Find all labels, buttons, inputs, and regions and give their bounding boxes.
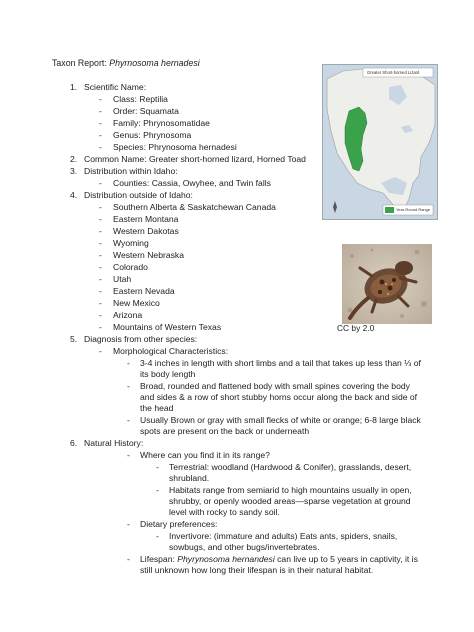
bullet-dash: - (99, 262, 102, 272)
bullet-dash: - (99, 214, 102, 224)
section-number: 6. (70, 438, 78, 448)
report-title (52, 58, 200, 69)
lifespan-line (140, 554, 418, 565)
list-item: Southern Alberta & Saskatchewan Canada (113, 202, 276, 212)
list-item-line: sowbugs, and other bugs/invertebrates. (169, 542, 320, 552)
bullet-dash: - (99, 226, 102, 236)
lizard-photo-graphic (342, 244, 432, 324)
subheading: Where can you find it in its range? (140, 450, 270, 460)
bullet-dash: - (127, 519, 130, 529)
list-item: Western Nebraska (113, 250, 185, 260)
bullet-dash: - (99, 178, 102, 188)
list-item-line: and sides & a row of short stubby horns occur along the back and side of (140, 392, 418, 402)
bullet-dash: - (99, 94, 102, 104)
section-label: Distribution outside of Idaho: (84, 190, 193, 200)
list-item-line: its body length (140, 369, 196, 379)
title-species: Phyrnosoma hernadesi (109, 58, 200, 68)
section-number: 2. (70, 154, 78, 164)
lifespan-prefix: Lifespan: (140, 554, 178, 564)
bullet-dash: - (127, 450, 130, 460)
lifespan-species: Phyrynosoma hernandesi (177, 554, 275, 564)
bullet-dash: - (99, 346, 102, 356)
photo-caption: CC by 2.0 (337, 323, 375, 333)
bullet-dash: - (99, 322, 102, 332)
list-item-line: Invertivore: (immature and adults) Eats ants, spiders, snails, (169, 531, 398, 541)
list-item: New Mexico (113, 298, 160, 308)
bullet-dash: - (156, 462, 159, 472)
list-item-line: the head (140, 403, 174, 413)
list-item: Mountains of Western Texas (113, 322, 222, 332)
section-label: Scientific Name: (84, 82, 147, 92)
list-item: Genus: Phrynosoma (113, 130, 192, 140)
bullet-dash: - (99, 286, 102, 296)
list-item: Western Dakotas (113, 226, 179, 236)
title-prefix: Taxon Report: (52, 58, 110, 68)
range-map (322, 64, 438, 220)
map-legend-label: Year-Round Range (396, 207, 431, 212)
list-item: Species: Phrynosoma hernadesi (113, 142, 237, 152)
bullet-dash: - (156, 485, 159, 495)
bullet-dash: - (99, 118, 102, 128)
list-item: Eastern Montana (113, 214, 179, 224)
list-item: Utah (113, 274, 132, 284)
list-item: Class: Reptilia (113, 94, 168, 104)
map-title: Greater Short-horned Lizard (367, 70, 420, 75)
list-item: Eastern Nevada (113, 286, 175, 296)
list-item: Order: Squamata (113, 106, 179, 116)
section-number: 1. (70, 82, 78, 92)
lizard-photo (342, 244, 432, 324)
section-number: 3. (70, 166, 78, 176)
bullet-dash: - (127, 554, 130, 564)
list-item-line: spots are present on the back or underneath (140, 426, 310, 436)
bullet-dash: - (99, 106, 102, 116)
section-label: Natural History: (84, 438, 144, 448)
list-item: Colorado (113, 262, 148, 272)
list-item-line: 3-4 inches in length with short limbs and a tail that takes up less than ⅓ of (140, 358, 421, 368)
bullet-dash: - (99, 298, 102, 308)
bullet-dash: - (99, 130, 102, 140)
list-item: Counties: Cassia, Owyhee, and Twin falls (113, 178, 271, 188)
section-label: Common Name: Greater short-horned lizard, Horned Toad (84, 154, 306, 164)
bullet-dash: - (127, 381, 130, 391)
section-label: Diagnosis from other species: (84, 334, 198, 344)
bullet-dash: - (127, 415, 130, 425)
list-item-line: Broad, rounded and flattened body with small spines covering the body (140, 381, 410, 391)
bullet-dash: - (99, 274, 102, 284)
bullet-dash: - (99, 142, 102, 152)
section-label: Distribution within Idaho: (84, 166, 178, 176)
bullet-dash: - (156, 531, 159, 541)
section-number: 5. (70, 334, 78, 344)
subheading: Morphological Characteristics: (113, 346, 229, 356)
range-map-graphic (323, 65, 437, 219)
section-number: 4. (70, 190, 78, 200)
subheading: Dietary preferences: (140, 519, 218, 529)
list-item-line: Terrestrial: woodland (Hardwood & Conifer), grasslands, desert, (169, 462, 412, 472)
list-item-line: shrubby, or openly wooded areas—sparse vegetation at ground (169, 496, 411, 506)
list-item-line: Usually Brown or gray with small flecks of white or orange; 6-8 large black (140, 415, 421, 425)
list-item-line: shrubland. (169, 473, 210, 483)
bullet-dash: - (99, 238, 102, 248)
bullet-dash: - (99, 202, 102, 212)
bullet-dash: - (99, 250, 102, 260)
lifespan-line-2: still unknown how long their lifespan is in their natural habitat. (140, 565, 374, 575)
lifespan-rest: can live up to 5 years in captivity, it is (274, 554, 418, 564)
list-item: Wyoming (113, 238, 149, 248)
bullet-dash: - (99, 310, 102, 320)
list-item-line: level with rocky to sandy soil. (169, 507, 280, 517)
list-item: Arizona (113, 310, 143, 320)
list-item: Family: Phrynosomatidae (113, 118, 210, 128)
list-item-line: Habitats range from semiarid to high mountains usually in open, (169, 485, 412, 495)
bullet-dash: - (127, 358, 130, 368)
